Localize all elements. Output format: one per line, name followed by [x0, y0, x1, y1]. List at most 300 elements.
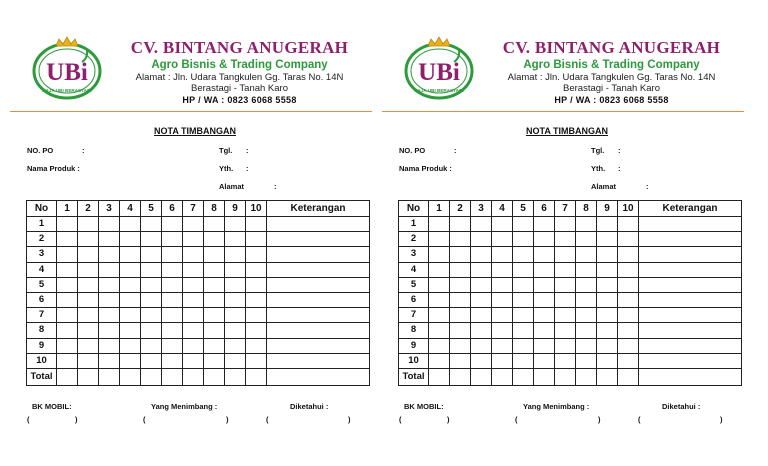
weight-cell[interactable] [246, 292, 267, 307]
weight-cell[interactable] [141, 232, 162, 247]
weight-cell[interactable] [78, 353, 99, 368]
weight-cell[interactable] [429, 277, 450, 292]
weight-cell[interactable] [78, 262, 99, 277]
table-total-row [27, 368, 370, 385]
weight-cell[interactable] [513, 323, 534, 338]
weight-cell[interactable] [225, 277, 246, 292]
weight-cell[interactable] [450, 338, 471, 353]
row-number: 5 [27, 277, 57, 292]
table-row [27, 262, 370, 277]
weight-cell[interactable] [534, 353, 555, 368]
weight-cell[interactable] [534, 277, 555, 292]
weight-cell[interactable] [429, 247, 450, 262]
weight-cell[interactable] [267, 217, 370, 232]
weight-cell[interactable] [246, 217, 267, 232]
weight-cell[interactable] [639, 247, 742, 262]
table-row [399, 232, 742, 247]
weight-cell[interactable] [99, 292, 120, 307]
weight-cell[interactable] [246, 353, 267, 368]
weight-cell[interactable] [618, 247, 639, 262]
weight-cell[interactable] [183, 308, 204, 323]
weight-cell[interactable] [78, 323, 99, 338]
table-header-row [27, 201, 370, 217]
weight-cell[interactable] [162, 308, 183, 323]
weight-cell[interactable] [183, 217, 204, 232]
weight-cell[interactable] [57, 292, 78, 307]
weight-cell[interactable] [534, 232, 555, 247]
weight-cell[interactable] [534, 292, 555, 307]
weight-cell[interactable] [618, 262, 639, 277]
weight-cell[interactable] [78, 217, 99, 232]
company-address-line1: Alamat : Jln. Udara Tangkulen Gg. Taras No. 14N [135, 72, 344, 83]
weight-cell[interactable] [513, 232, 534, 247]
po-number-label: NO. PO [27, 146, 54, 155]
weight-cell[interactable] [120, 262, 141, 277]
weight-cell[interactable] [204, 247, 225, 262]
weight-cell[interactable] [78, 277, 99, 292]
weight-cell[interactable] [513, 247, 534, 262]
weight-cell[interactable] [492, 338, 513, 353]
column-header: 5 [513, 201, 534, 217]
weight-cell[interactable] [246, 338, 267, 353]
weight-cell[interactable] [57, 353, 78, 368]
crown-icon [56, 37, 78, 46]
weight-cell[interactable] [225, 323, 246, 338]
weight-cell[interactable] [618, 323, 639, 338]
weight-cell[interactable] [429, 292, 450, 307]
total-cell[interactable] [57, 368, 78, 385]
total-cell[interactable] [597, 368, 618, 385]
row-number: 9 [399, 338, 429, 353]
weight-cell[interactable] [162, 247, 183, 262]
weight-cell[interactable] [204, 232, 225, 247]
weight-cell[interactable] [450, 308, 471, 323]
weight-cell[interactable] [429, 323, 450, 338]
weight-cell[interactable] [141, 338, 162, 353]
table-row [399, 277, 742, 292]
weight-cell[interactable] [513, 262, 534, 277]
total-cell[interactable] [618, 368, 639, 385]
weight-cell[interactable] [576, 323, 597, 338]
weight-cell[interactable] [183, 277, 204, 292]
weight-cell[interactable] [225, 217, 246, 232]
weight-cell[interactable] [450, 247, 471, 262]
weight-cell[interactable] [267, 308, 370, 323]
weight-cell[interactable] [450, 262, 471, 277]
weight-cell[interactable] [576, 232, 597, 247]
company-header [484, 38, 739, 106]
total-cell[interactable] [183, 368, 204, 385]
row-number: 2 [399, 232, 429, 247]
weight-cell[interactable] [576, 353, 597, 368]
product-name-label: Nama Produk : [399, 164, 452, 173]
weight-cell[interactable] [267, 277, 370, 292]
weight-cell[interactable] [492, 308, 513, 323]
weight-cell[interactable] [471, 292, 492, 307]
weight-cell[interactable] [555, 232, 576, 247]
company-logo-graphic [404, 36, 474, 100]
weight-cell[interactable] [450, 277, 471, 292]
weight-cell[interactable] [534, 247, 555, 262]
weight-cell[interactable] [555, 308, 576, 323]
weight-cell[interactable] [162, 277, 183, 292]
weight-cell[interactable] [120, 292, 141, 307]
weight-cell[interactable] [267, 262, 370, 277]
weight-cell[interactable] [225, 338, 246, 353]
weight-cell[interactable] [492, 247, 513, 262]
weight-cell[interactable] [555, 338, 576, 353]
table-row [399, 308, 742, 323]
weight-cell[interactable] [162, 323, 183, 338]
weight-cell[interactable] [450, 323, 471, 338]
form-title: NOTA TIMBANGAN [526, 126, 608, 136]
weight-cell[interactable] [120, 323, 141, 338]
weight-cell[interactable] [120, 353, 141, 368]
po-number-colon: : [82, 146, 85, 155]
weight-cell[interactable] [639, 217, 742, 232]
weight-cell[interactable] [57, 308, 78, 323]
weight-cell[interactable] [246, 323, 267, 338]
row-number: 10 [399, 353, 429, 368]
weight-cell[interactable] [576, 292, 597, 307]
weight-cell[interactable] [183, 232, 204, 247]
table-row [399, 323, 742, 338]
weight-cell[interactable] [246, 308, 267, 323]
weight-cell[interactable] [429, 308, 450, 323]
table-row [399, 262, 742, 277]
weight-cell[interactable] [597, 247, 618, 262]
weight-cell[interactable] [471, 338, 492, 353]
total-cell[interactable] [246, 368, 267, 385]
weight-cell[interactable] [99, 308, 120, 323]
form-title: NOTA TIMBANGAN [154, 126, 236, 136]
weight-cell[interactable] [639, 292, 742, 307]
total-cell[interactable] [429, 368, 450, 385]
weight-cell[interactable] [534, 217, 555, 232]
weight-cell[interactable] [204, 292, 225, 307]
weight-cell[interactable] [225, 247, 246, 262]
weight-cell[interactable] [492, 217, 513, 232]
weight-cell[interactable] [99, 217, 120, 232]
weight-cell[interactable] [204, 308, 225, 323]
total-cell[interactable] [471, 368, 492, 385]
total-cell[interactable] [120, 368, 141, 385]
weight-cell[interactable] [597, 262, 618, 277]
weight-cell[interactable] [120, 247, 141, 262]
weight-cell[interactable] [597, 353, 618, 368]
weight-cell[interactable] [183, 338, 204, 353]
weight-cell[interactable] [246, 262, 267, 277]
weighing-slip-right [382, 0, 752, 466]
weight-cell[interactable] [471, 277, 492, 292]
total-cell[interactable] [534, 368, 555, 385]
weight-cell[interactable] [639, 308, 742, 323]
weight-cell[interactable] [555, 277, 576, 292]
company-address-line1: Alamat : Jln. Udara Tangkulen Gg. Taras No. 14N [507, 72, 716, 83]
column-header: 10 [246, 201, 267, 217]
weight-cell[interactable] [183, 247, 204, 262]
weight-cell[interactable] [471, 232, 492, 247]
weight-cell[interactable] [618, 277, 639, 292]
weight-cell[interactable] [267, 353, 370, 368]
weight-cell[interactable] [267, 292, 370, 307]
weight-cell[interactable] [246, 277, 267, 292]
weight-cell[interactable] [618, 217, 639, 232]
weight-cell[interactable] [429, 232, 450, 247]
weight-cell[interactable] [576, 217, 597, 232]
weight-cell[interactable] [492, 262, 513, 277]
table-row [27, 277, 370, 292]
recipient-label: Yth. [591, 164, 606, 173]
weight-cell[interactable] [576, 262, 597, 277]
weight-cell[interactable] [618, 232, 639, 247]
weight-cell[interactable] [492, 323, 513, 338]
table-row [27, 323, 370, 338]
column-header: 4 [120, 201, 141, 217]
weight-cell[interactable] [555, 292, 576, 307]
weight-cell[interactable] [162, 353, 183, 368]
weight-cell[interactable] [183, 292, 204, 307]
weight-cell[interactable] [597, 308, 618, 323]
column-header: No [27, 201, 57, 217]
weight-cell[interactable] [471, 217, 492, 232]
weight-cell[interactable] [513, 277, 534, 292]
table-row [399, 217, 742, 232]
weight-cell[interactable] [471, 323, 492, 338]
weight-cell[interactable] [618, 338, 639, 353]
weight-cell[interactable] [639, 353, 742, 368]
weight-cell[interactable] [267, 323, 370, 338]
weight-cell[interactable] [639, 323, 742, 338]
weight-cell[interactable] [162, 338, 183, 353]
weight-cell[interactable] [141, 262, 162, 277]
weight-cell[interactable] [120, 308, 141, 323]
weight-cell[interactable] [597, 323, 618, 338]
weight-cell[interactable] [78, 292, 99, 307]
weight-cell[interactable] [99, 338, 120, 353]
weight-cell[interactable] [57, 232, 78, 247]
weight-cell[interactable] [57, 217, 78, 232]
weight-cell[interactable] [204, 353, 225, 368]
weight-cell[interactable] [429, 338, 450, 353]
total-cell[interactable] [78, 368, 99, 385]
weight-cell[interactable] [141, 292, 162, 307]
weight-cell[interactable] [513, 308, 534, 323]
weight-cell[interactable] [204, 277, 225, 292]
total-cell[interactable] [555, 368, 576, 385]
column-header: 2 [450, 201, 471, 217]
weight-cell[interactable] [99, 247, 120, 262]
weighing-table [398, 200, 742, 386]
column-header: 1 [57, 201, 78, 217]
weight-cell[interactable] [162, 292, 183, 307]
weight-cell[interactable] [120, 277, 141, 292]
weight-cell[interactable] [162, 232, 183, 247]
weight-cell[interactable] [597, 232, 618, 247]
weight-cell[interactable] [576, 338, 597, 353]
total-cell[interactable] [513, 368, 534, 385]
total-cell[interactable] [267, 368, 370, 385]
weight-cell[interactable] [597, 338, 618, 353]
weight-cell[interactable] [246, 232, 267, 247]
weight-cell[interactable] [492, 292, 513, 307]
weight-cell[interactable] [450, 217, 471, 232]
company-name: CV. BINTANG ANUGERAH [502, 38, 721, 57]
weight-cell[interactable] [639, 338, 742, 353]
weight-cell[interactable] [246, 247, 267, 262]
weight-cell[interactable] [99, 262, 120, 277]
weight-cell[interactable] [162, 262, 183, 277]
weight-cell[interactable] [555, 247, 576, 262]
weight-cell[interactable] [576, 277, 597, 292]
table-total-row [399, 368, 742, 385]
weight-cell[interactable] [513, 292, 534, 307]
total-cell[interactable] [450, 368, 471, 385]
table-row [27, 217, 370, 232]
weight-cell[interactable] [225, 262, 246, 277]
weight-cell[interactable] [597, 277, 618, 292]
weight-cell[interactable] [267, 232, 370, 247]
weight-cell[interactable] [141, 308, 162, 323]
weight-cell[interactable] [429, 353, 450, 368]
weighing-slip-left [10, 0, 380, 466]
weight-cell[interactable] [225, 353, 246, 368]
weight-cell[interactable] [471, 353, 492, 368]
table-row [27, 232, 370, 247]
weight-cell[interactable] [57, 277, 78, 292]
weight-cell[interactable] [450, 292, 471, 307]
weight-cell[interactable] [267, 338, 370, 353]
weight-cell[interactable] [141, 277, 162, 292]
weight-cell[interactable] [204, 217, 225, 232]
table-row [27, 338, 370, 353]
total-cell[interactable] [204, 368, 225, 385]
table-header-row [399, 201, 742, 217]
weight-cell[interactable] [225, 292, 246, 307]
weight-cell[interactable] [78, 338, 99, 353]
table-row [27, 292, 370, 307]
weight-cell[interactable] [204, 338, 225, 353]
weight-cell[interactable] [576, 247, 597, 262]
weight-cell[interactable] [120, 232, 141, 247]
weight-cell[interactable] [471, 308, 492, 323]
company-phone: HP / WA : 0823 6068 5558 [182, 95, 297, 105]
header-divider [382, 111, 744, 112]
total-cell[interactable] [492, 368, 513, 385]
weight-cell[interactable] [225, 308, 246, 323]
weight-cell[interactable] [183, 353, 204, 368]
weight-cell[interactable] [492, 277, 513, 292]
weight-cell[interactable] [492, 232, 513, 247]
weight-cell[interactable] [183, 262, 204, 277]
weight-cell[interactable] [639, 232, 742, 247]
product-name-label: Nama Produk : [27, 164, 80, 173]
total-cell[interactable] [639, 368, 742, 385]
weight-cell[interactable] [429, 217, 450, 232]
recipient-colon: : [246, 164, 249, 173]
weight-cell[interactable] [99, 323, 120, 338]
total-cell[interactable] [576, 368, 597, 385]
weight-cell[interactable] [513, 338, 534, 353]
weight-cell[interactable] [99, 353, 120, 368]
weight-cell[interactable] [162, 217, 183, 232]
weight-cell[interactable] [141, 323, 162, 338]
weight-cell[interactable] [534, 308, 555, 323]
weight-cell[interactable] [57, 338, 78, 353]
row-number: 4 [27, 262, 57, 277]
total-cell[interactable] [225, 368, 246, 385]
weight-cell[interactable] [639, 262, 742, 277]
weight-cell[interactable] [555, 217, 576, 232]
weight-cell[interactable] [513, 353, 534, 368]
weight-cell[interactable] [618, 308, 639, 323]
weight-cell[interactable] [141, 217, 162, 232]
address-colon: : [274, 182, 277, 191]
weight-cell[interactable] [204, 262, 225, 277]
weight-cell[interactable] [618, 353, 639, 368]
weight-cell[interactable] [450, 232, 471, 247]
weight-cell[interactable] [183, 323, 204, 338]
weight-cell[interactable] [78, 232, 99, 247]
weight-cell[interactable] [99, 277, 120, 292]
table-row [399, 247, 742, 262]
weight-cell[interactable] [555, 323, 576, 338]
weight-cell[interactable] [78, 247, 99, 262]
weight-cell[interactable] [141, 247, 162, 262]
company-tagline: Agro Bisnis & Trading Company [523, 59, 700, 71]
total-cell[interactable] [141, 368, 162, 385]
weight-cell[interactable] [618, 292, 639, 307]
weight-cell[interactable] [120, 338, 141, 353]
weight-cell[interactable] [120, 217, 141, 232]
logo-ring-text: RAJA UBI BERASTAGI [42, 88, 92, 93]
weight-cell[interactable] [555, 262, 576, 277]
weight-cell[interactable] [450, 353, 471, 368]
weight-cell[interactable] [141, 353, 162, 368]
weight-cell[interactable] [534, 338, 555, 353]
acknowledged-label: Diketahui : [290, 402, 329, 411]
weight-cell[interactable] [534, 262, 555, 277]
weight-cell[interactable] [576, 308, 597, 323]
total-cell[interactable] [162, 368, 183, 385]
weight-cell[interactable] [534, 323, 555, 338]
weight-cell[interactable] [597, 217, 618, 232]
weight-cell[interactable] [204, 323, 225, 338]
column-header: 8 [204, 201, 225, 217]
weight-cell[interactable] [597, 292, 618, 307]
weight-cell[interactable] [492, 353, 513, 368]
weight-cell[interactable] [267, 247, 370, 262]
weight-cell[interactable] [555, 353, 576, 368]
weight-cell[interactable] [57, 247, 78, 262]
weight-cell[interactable] [225, 232, 246, 247]
weight-cell[interactable] [471, 247, 492, 262]
weight-cell[interactable] [57, 323, 78, 338]
table-row [399, 292, 742, 307]
total-cell[interactable] [99, 368, 120, 385]
weight-cell[interactable] [429, 262, 450, 277]
address-colon: : [646, 182, 649, 191]
weight-cell[interactable] [99, 232, 120, 247]
weigher-open-paren: ( [515, 415, 518, 424]
date-colon: : [246, 146, 249, 155]
weight-cell[interactable] [639, 277, 742, 292]
weight-cell[interactable] [78, 308, 99, 323]
weight-cell[interactable] [471, 262, 492, 277]
weight-cell[interactable] [513, 217, 534, 232]
weight-cell[interactable] [57, 262, 78, 277]
column-header: Keterangan [639, 201, 742, 217]
